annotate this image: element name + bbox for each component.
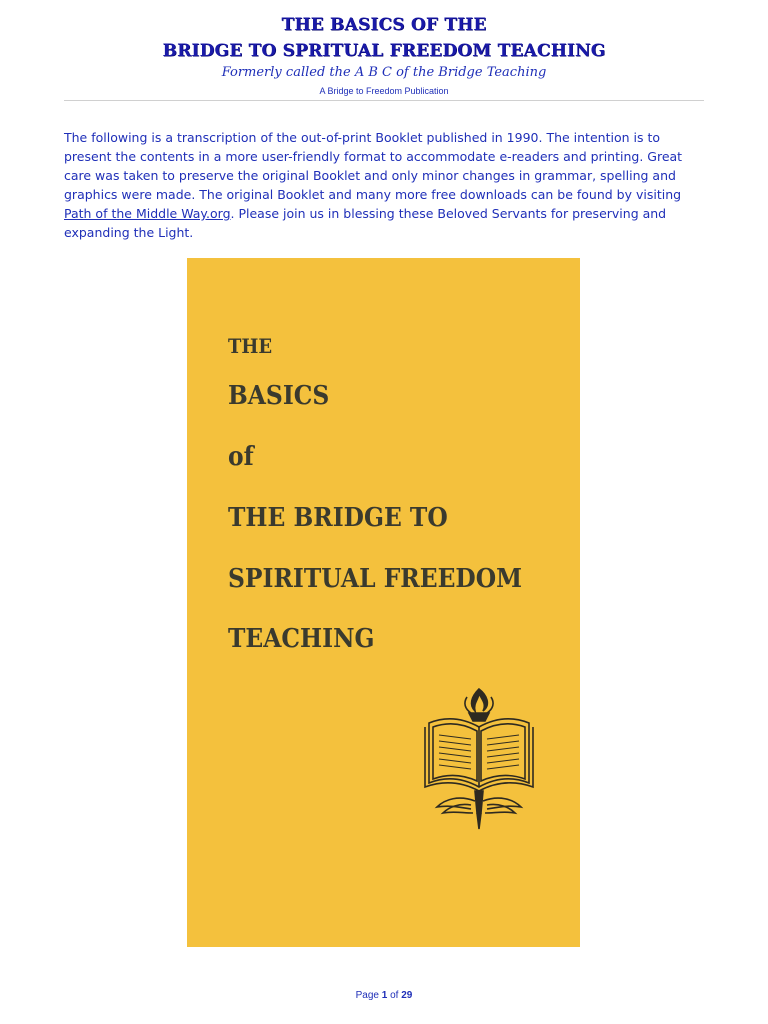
intro-paragraph xyxy=(64,128,704,242)
page-number: 1 xyxy=(381,990,388,1001)
header-divider xyxy=(64,100,704,101)
total-pages: 29 xyxy=(401,990,413,1001)
title-line-2: BRIDGE TO SPRITUAL FREEDOM TEACHING xyxy=(162,41,606,61)
intro-text: The following is a transcription of the out-of-print Booklet published in 1990. The intention is to present the contents in a more user-friendly format to accommodate e-readers and printing. Great care was taken to preserve the original Booklet and only minor changes in grammar, spelling and graphics were made. The original Booklet and many more free downloads can be found by visiting xyxy=(64,130,683,202)
cover-line-of: of xyxy=(228,442,254,472)
title-line-1: THE BASICS OF THE xyxy=(281,15,487,35)
path-of-middle-way-link[interactable]: Path of the Middle Way.org xyxy=(64,206,231,221)
intro-text-end: . Please join us in blessing these Beloved Servants for preserving and expanding the Light. xyxy=(64,206,667,240)
page-label: Page xyxy=(355,990,379,1001)
cover-line-the: THE xyxy=(228,334,273,358)
cover-line-basics: BASICS xyxy=(228,381,330,411)
cover-line-teaching: TEACHING xyxy=(228,624,375,654)
of-label: of xyxy=(390,990,399,1001)
cover-line-spiritual-freedom: SPIRITUAL FREEDOM xyxy=(228,564,523,594)
booklet-cover-image xyxy=(187,258,580,947)
document-header xyxy=(0,12,768,98)
page-footer xyxy=(0,990,768,1001)
subtitle: Formerly called the A B C of the Bridge Teaching xyxy=(221,65,547,80)
publication-label: A Bridge to Freedom Publication xyxy=(319,86,449,96)
open-book-torch-emblem-icon xyxy=(419,683,539,833)
cover-line-bridge: THE BRIDGE TO xyxy=(228,503,448,533)
